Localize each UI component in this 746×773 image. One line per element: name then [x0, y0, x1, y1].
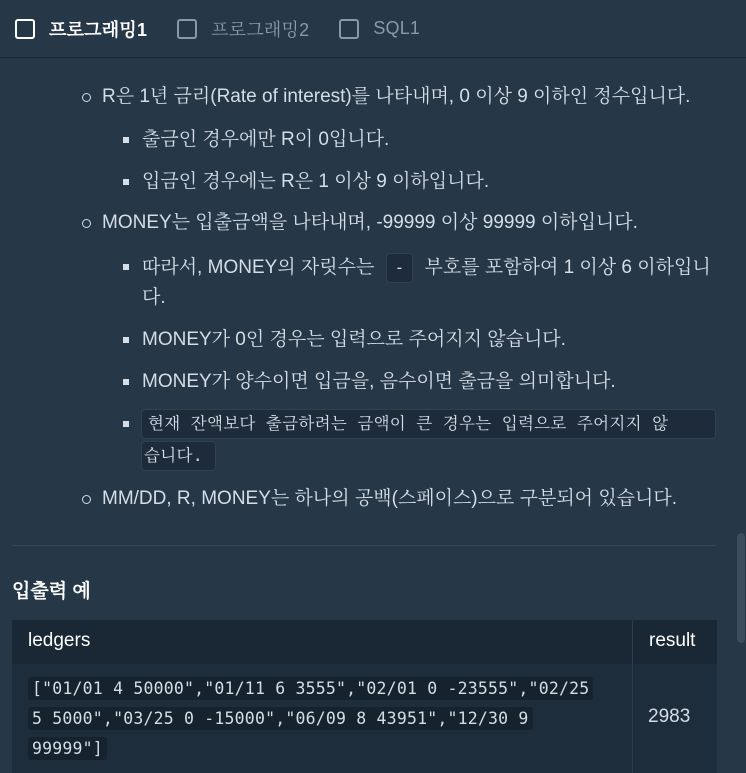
table-header: [12, 620, 717, 664]
ledgers-line: 99999"]: [28, 737, 107, 760]
rate-deposit-rule: 입금인 경우에는 R은 1 이상 9 이하입니다.: [142, 171, 490, 192]
balance-rule-code-line2: 습니다.: [141, 441, 216, 471]
minus-sign-code: -: [386, 253, 414, 283]
square-bullet-icon: [123, 337, 129, 343]
header-ledgers: ledgers: [28, 630, 91, 651]
square-bullet-icon: [123, 179, 129, 185]
money-digits-text-a: 따라서, MONEY의 자릿수는: [142, 257, 375, 279]
square-bullet-icon: [123, 421, 129, 427]
problem-description: [0, 59, 734, 773]
money-digits-text-c: 다.: [142, 287, 166, 308]
checkbox-icon: [177, 19, 197, 39]
money-sign-rule: MONEY가 양수이면 입금을, 음수이면 출금을 의미합니다.: [142, 371, 616, 392]
balance-rule-code-line1: 현재 잔액보다 출금하려는 금액이 큰 경우는 입력으로 주어지지 않: [141, 409, 716, 439]
money-description: MONEY는 입출금액을 나타내며, -99999 이상 99999 이하입니다.: [102, 212, 638, 233]
circle-bullet-icon: [82, 93, 91, 102]
checkbox-icon: [15, 19, 35, 39]
tab-programming2[interactable]: [177, 0, 309, 58]
tab-label: SQL1: [373, 18, 421, 38]
money-zero-rule: MONEY가 0인 경우는 입력으로 주어지지 않습니다.: [142, 329, 566, 350]
ledgers-line: ["01/01 4 50000","01/11 6 3555","02/01 0 -23555","02/25: [28, 677, 593, 700]
square-bullet-icon: [123, 264, 129, 270]
ledgers-cell: [28, 674, 618, 764]
header-result: result: [649, 630, 696, 651]
square-bullet-icon: [123, 137, 129, 143]
rate-description: R은 1년 금리(Rate of interest)를 나타내며, 0 이상 9 이하인 정수입니다.: [102, 86, 691, 107]
vertical-scrollbar[interactable]: [736, 59, 746, 773]
money-digits-rule: [142, 253, 711, 283]
rate-withdraw-rule: 출금인 경우에만 R이 0입니다.: [142, 129, 390, 150]
example-table: [12, 620, 717, 773]
format-description: MM/DD, R, MONEY는 하나의 공백(스페이스)으로 구분되어 있습니다.: [102, 488, 678, 509]
scrollbar-thumb[interactable]: [737, 533, 745, 643]
example-section-title: 입출력 예: [12, 581, 91, 602]
square-bullet-icon: [123, 379, 129, 385]
tab-sql1[interactable]: [339, 0, 420, 58]
tab-programming1[interactable]: [15, 0, 147, 58]
tab-label: 프로그래밍2: [211, 19, 310, 40]
tab-label: 프로그래밍1: [49, 19, 148, 40]
circle-bullet-icon: [82, 495, 91, 504]
tab-bar: [0, 0, 746, 58]
circle-bullet-icon: [82, 219, 91, 228]
result-cell: 2983: [648, 706, 691, 727]
column-separator: [632, 620, 633, 773]
checkbox-icon: [339, 19, 359, 39]
ledgers-line: 5 5000","03/25 0 -15000","06/09 8 43951","12/30 9: [28, 707, 533, 730]
section-divider: [12, 545, 716, 546]
money-digits-text-b: 부호를 포함하여 1 이상 6 이하입니: [424, 257, 711, 279]
